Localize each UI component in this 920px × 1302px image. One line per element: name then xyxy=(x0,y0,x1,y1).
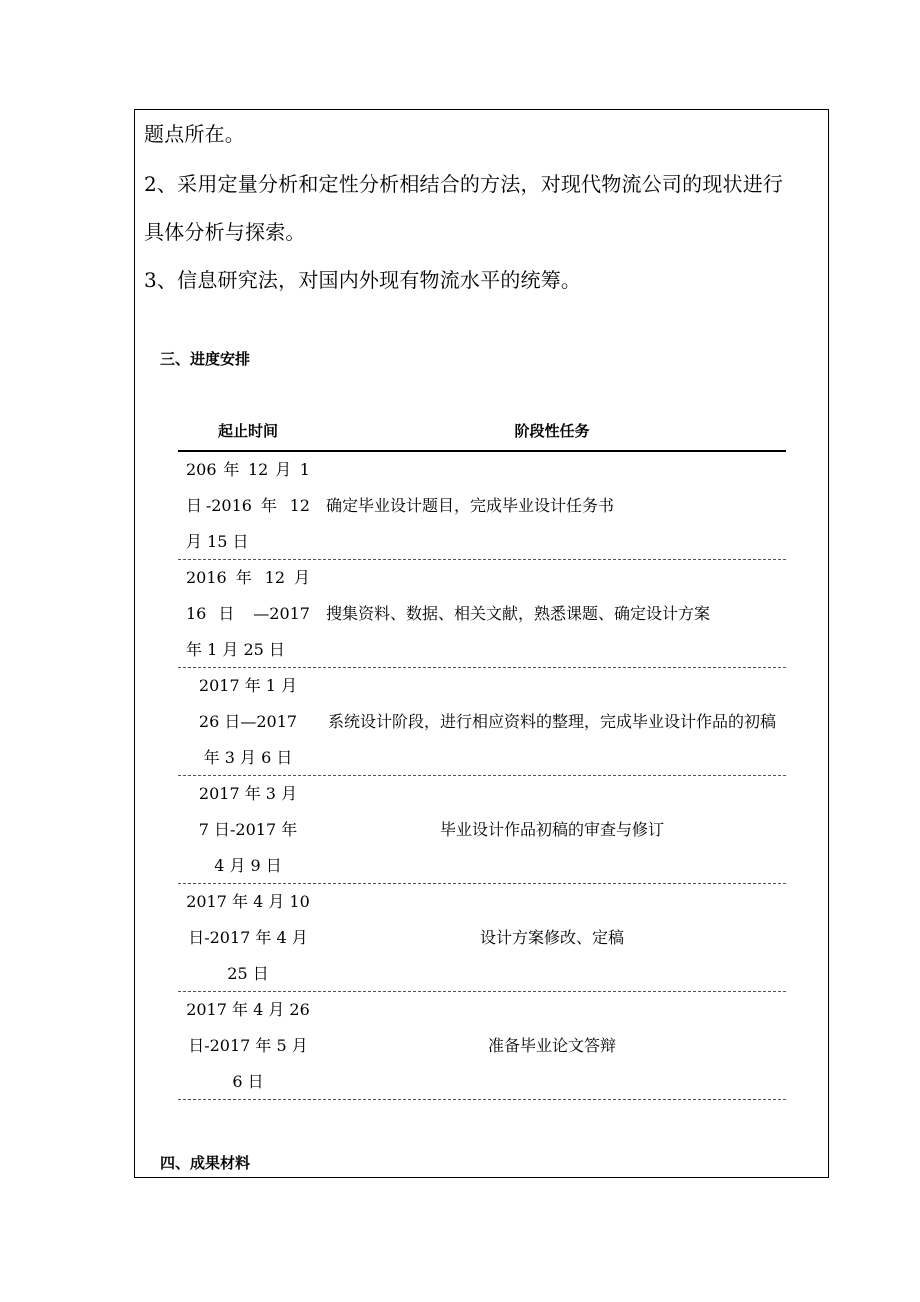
table-row xyxy=(178,992,786,1100)
section-heading-deliverables: 四、成果材料 xyxy=(160,1154,251,1172)
date-cell xyxy=(178,776,318,883)
date-cell xyxy=(178,452,318,559)
date-cell xyxy=(178,884,318,991)
task-cell xyxy=(318,992,786,1099)
task-text: 搜集资料、数据、相关文献，熟悉课题、确定设计方案 xyxy=(326,603,711,623)
header-task-column: 阶段性任务 xyxy=(514,422,590,440)
task-cell xyxy=(318,452,786,559)
date-cell xyxy=(178,668,318,775)
date-cell xyxy=(178,992,318,1099)
date-text: 2017 年 4 月 10 日-2017 年 4 月 25 日 xyxy=(186,891,310,983)
task-text: 毕业设计作品初稿的审查与修订 xyxy=(439,819,664,839)
date-text: 2016 年 12 月 16 日 —2017 年 1 月 25 日 xyxy=(186,567,310,659)
date-text: 2017 年 1 月 26 日—2017 年 3 月 6 日 xyxy=(198,675,298,767)
task-cell xyxy=(318,776,786,883)
table-row xyxy=(178,560,786,668)
table-row xyxy=(178,668,786,776)
date-text: 206 年 12 月 1 日-2016 年 12 月 15 日 xyxy=(186,459,310,551)
schedule-table-header xyxy=(178,410,786,452)
date-text: 2017 年 3 月 7 日-2017 年 4 月 9 日 xyxy=(198,783,298,875)
table-row xyxy=(178,884,786,992)
date-cell xyxy=(178,560,318,667)
body-paragraph-method-3: 3、信息研究法，对国内外现有物流水平的统筹。 xyxy=(144,268,582,292)
schedule-table xyxy=(178,410,786,1100)
task-text: 准备毕业论文答辩 xyxy=(487,1035,616,1055)
task-cell xyxy=(318,884,786,991)
task-text: 确定毕业设计题目，完成毕业设计任务书 xyxy=(326,495,615,515)
task-text: 设计方案修改、定稿 xyxy=(479,927,624,947)
body-paragraph-line: 具体分析与探索。 xyxy=(144,220,306,244)
task-cell xyxy=(318,560,786,667)
body-paragraph-method-2: 2、采用定量分析和定性分析相结合的方法，对现代物流公司的现状进行 xyxy=(144,172,784,196)
table-row xyxy=(178,452,786,560)
section-heading-schedule: 三、进度安排 xyxy=(160,350,251,368)
date-text: 2017 年 4 月 26 日-2017 年 5 月 6 日 xyxy=(186,999,310,1091)
task-text: 系统设计阶段，进行相应资料的整理，完成毕业设计作品的初稿 xyxy=(327,711,776,731)
body-paragraph-line: 题点所在。 xyxy=(144,122,245,146)
header-date-column: 起止时间 xyxy=(217,422,278,440)
table-row xyxy=(178,776,786,884)
task-cell xyxy=(318,668,786,775)
